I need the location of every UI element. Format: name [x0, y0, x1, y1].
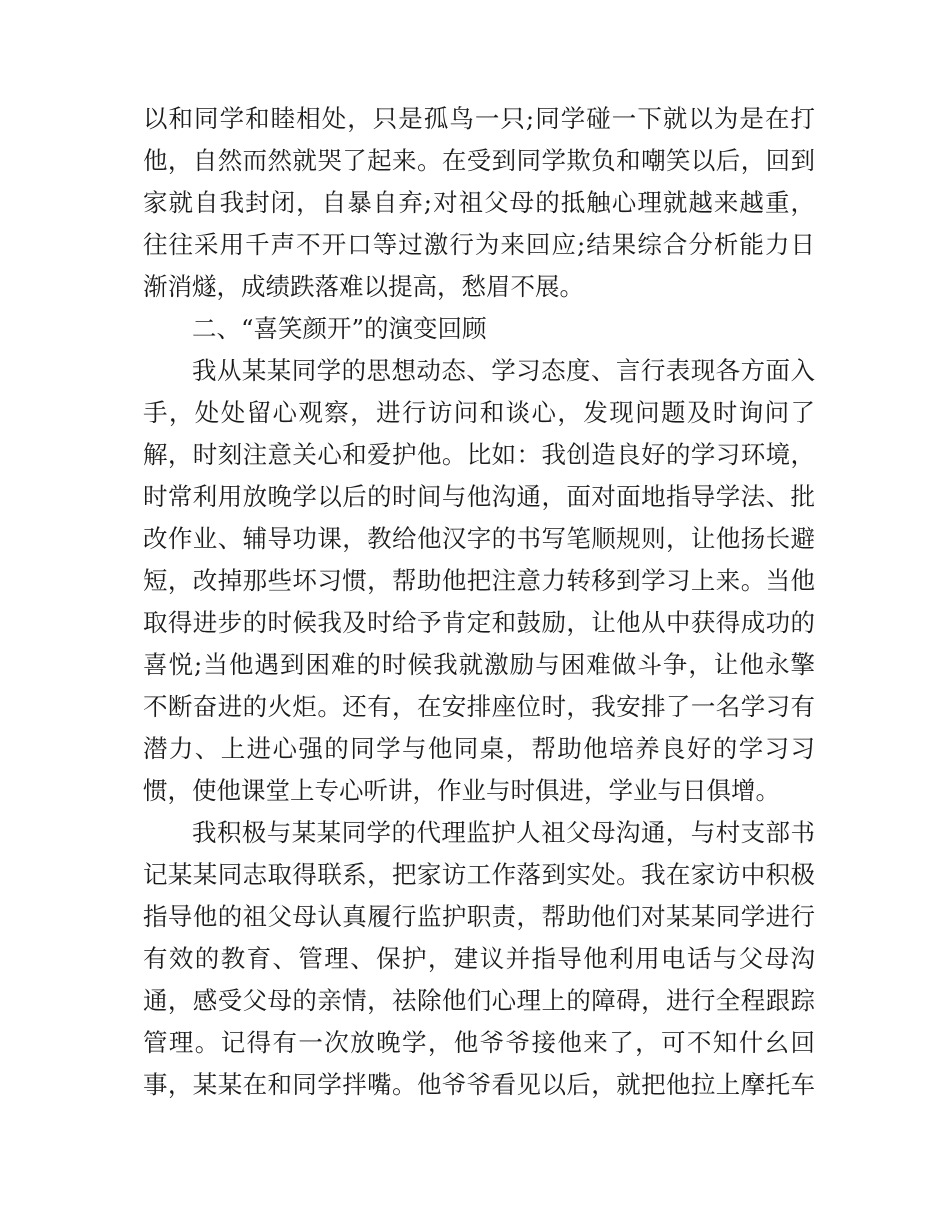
text-line: 通，感受父母的亲情，祛除他们心理上的障碍，进行全程跟踪 [143, 986, 815, 1015]
text-line: 改作业、辅导功课，教给他汉字的书写笔顺规则，让他扬长避 [143, 524, 815, 553]
text-line: 他，自然而然就哭了起来。在受到同学欺负和嘲笑以后，回到 [143, 146, 815, 175]
text-line: 不断奋进的火炬。还有，在安排座位时，我安排了一名学习有 [143, 692, 815, 721]
text-line: 惯，使他课堂上专心听讲，作业与时俱进，学业与日俱增。 [143, 776, 780, 805]
paragraph-intro-continued [143, 98, 815, 308]
text-line: 潜力、上进心强的同学与他同桌，帮助他培养良好的学习习 [143, 734, 815, 763]
text-line: 记某某同志取得联系，把家访工作落到实处。我在家访中积极 [143, 860, 815, 889]
text-line: 家就自我封闭，自暴自弃;对祖父母的抵触心理就越来越重， [143, 188, 815, 217]
text-line: 管理。记得有一次放晚学，他爷爷接他来了，可不知什幺回 [143, 1028, 815, 1057]
text-line: 我积极与某某同学的代理监护人祖父母沟通，与村支部书 [192, 818, 815, 847]
text-line: 渐消燧，成绩跌落难以提高，愁眉不展。 [143, 272, 584, 301]
text-line: 我从某某同学的思想动态、学习态度、言行表现各方面入 [192, 356, 815, 385]
text-line: 指导他的祖父母认真履行监护职责，帮助他们对某某同学进行 [143, 902, 815, 931]
text-line: 取得进步的时候我及时给予肯定和鼓励，让他从中获得成功的 [143, 608, 815, 637]
text-line: 喜悦;当他遇到困难的时候我就激励与困难做斗争，让他永擎 [143, 650, 815, 679]
text-line: 往往采用千声不开口等过激行为来回应;结果综合分析能力日 [143, 230, 815, 259]
text-line: 短，改掉那些坏习惯，帮助他把注意力转移到学习上来。当他 [143, 566, 815, 595]
paragraph-home-visit [143, 812, 815, 1106]
text-line: 事，某某在和同学拌嘴。他爷爷看见以后，就把他拉上摩托车 [143, 1070, 815, 1099]
heading-text: 二、“喜笑颜开”的演变回顾 [192, 314, 487, 343]
text-line: 时常利用放晚学以后的时间与他沟通，面对面地指导学法、批 [143, 482, 815, 511]
text-line: 解，时刻注意关心和爱护他。比如：我创造良好的学习环境， [143, 440, 815, 469]
text-line: 有效的教育、管理、保护，建议并指导他利用电话与父母沟 [143, 944, 815, 973]
paragraph-observation [143, 350, 815, 812]
section-heading [143, 308, 815, 350]
text-line: 以和同学和睦相处，只是孤鸟一只;同学碰一下就以为是在打 [143, 104, 815, 133]
text-line: 手，处处留心观察，进行访问和谈心，发现问题及时询问了 [143, 398, 815, 427]
document-body [143, 98, 815, 1106]
